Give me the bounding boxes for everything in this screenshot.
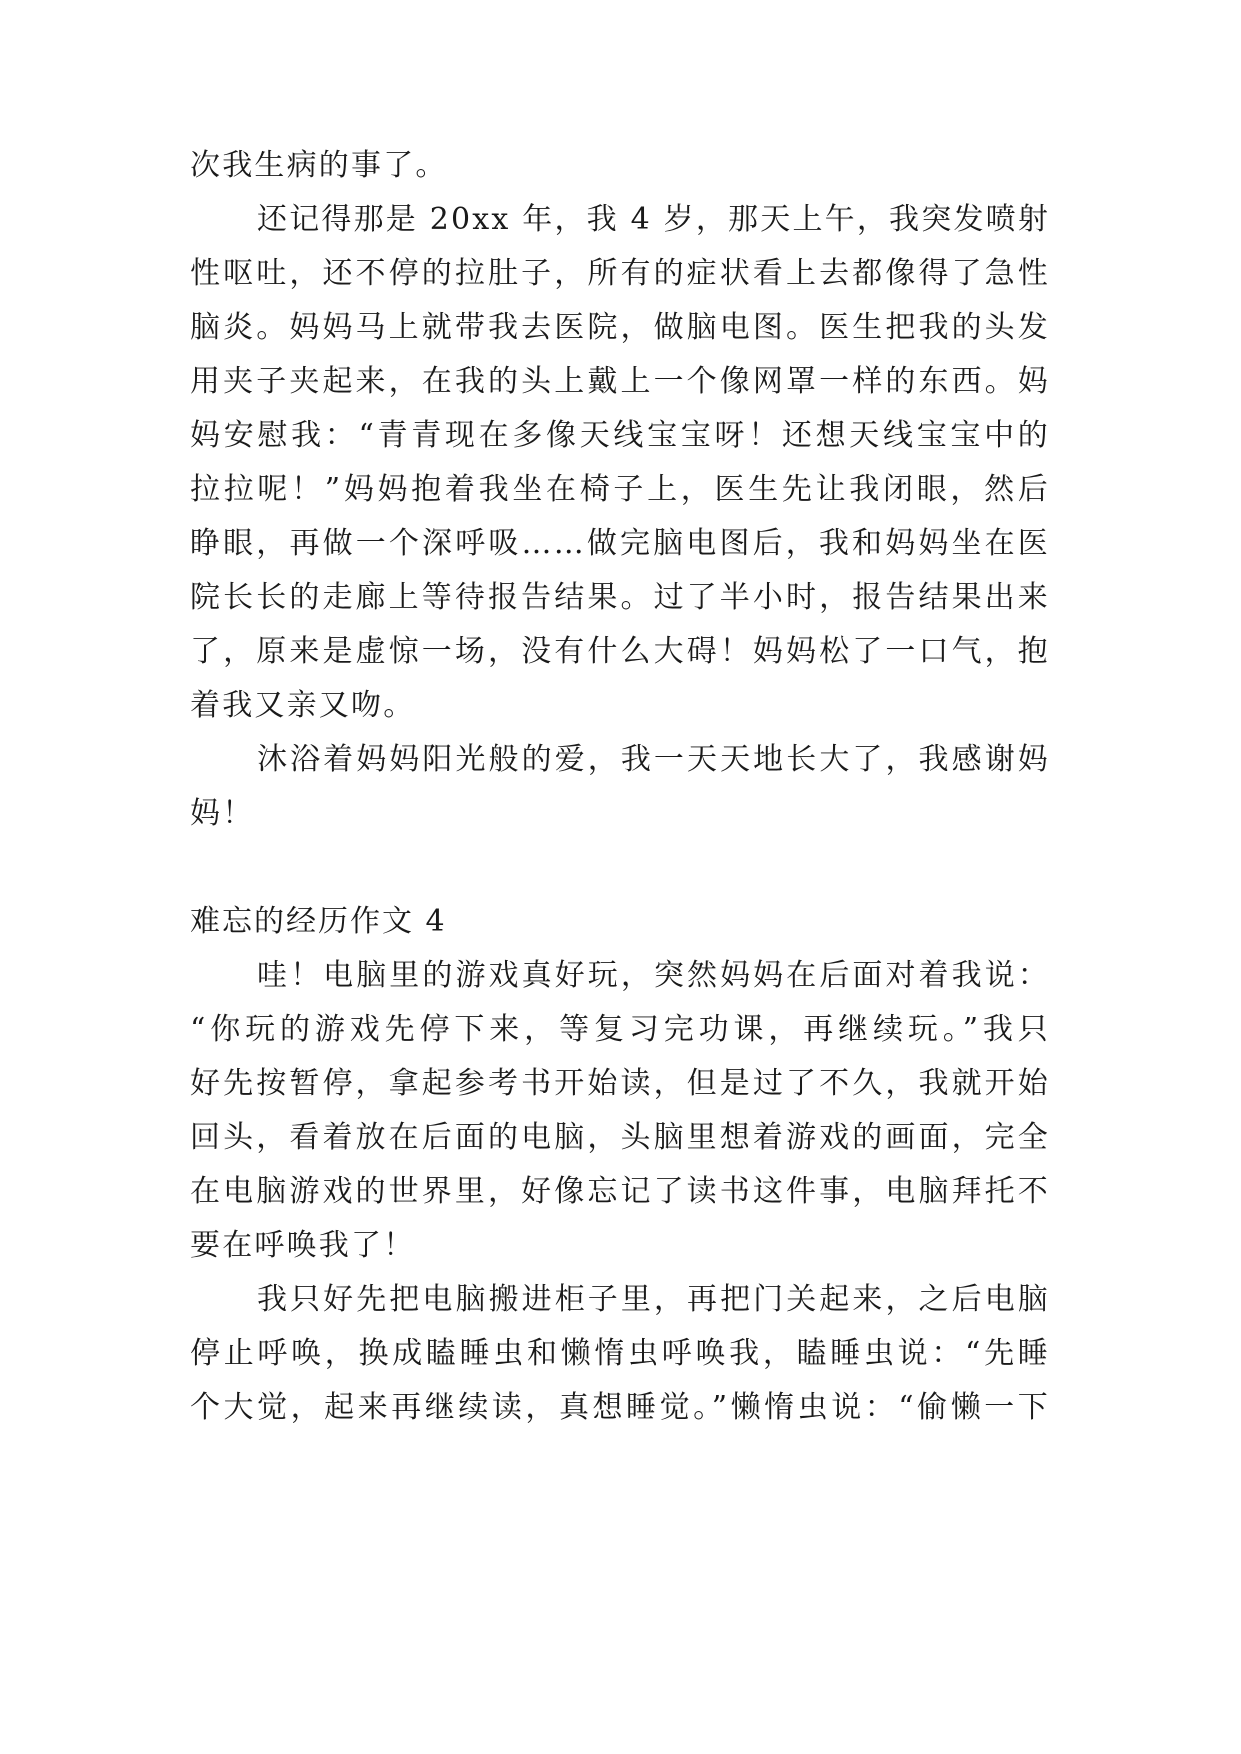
text-line: 妈安慰我：“青青现在多像天线宝宝呀！还想天线宝宝中的	[190, 418, 1050, 453]
text-line: 好先按暂停，拿起参考书开始读，但是过了不久，我就开始	[190, 1066, 1050, 1101]
text-line: 着我又亲又吻。	[190, 688, 416, 723]
text-line: 用夹子夹起来，在我的头上戴上一个像网罩一样的东西。妈	[190, 364, 1050, 399]
text-line: 妈！	[190, 796, 255, 831]
text-line: 次我生病的事了。	[190, 148, 448, 183]
text-line: 脑炎。妈妈马上就带我去医院，做脑电图。医生把我的头发	[190, 310, 1050, 345]
text-line: 要在呼唤我了！	[190, 1228, 416, 1263]
section-heading: 难忘的经历作文 4	[190, 904, 447, 939]
paragraph-first-line: 我只好先把电脑搬进柜子里，再把门关起来，之后电脑	[257, 1282, 1050, 1317]
paragraph-first-line: 沐浴着妈妈阳光般的爱，我一天天地长大了，我感谢妈	[257, 742, 1050, 777]
text-line: 个大觉，起来再继续读，真想睡觉。”懒惰虫说：“偷懒一下	[190, 1390, 1050, 1425]
text-line: 睁眼，再做一个深呼吸……做完脑电图后，我和妈妈坐在医	[190, 526, 1050, 561]
text-line: 回头，看着放在后面的电脑，头脑里想着游戏的画面，完全	[190, 1120, 1050, 1155]
text-line: 拉拉呢！”妈妈抱着我坐在椅子上，医生先让我闭眼，然后	[190, 472, 1050, 507]
text-line: 院长长的走廊上等待报告结果。过了半小时，报告结果出来	[190, 580, 1050, 615]
text-line: 了，原来是虚惊一场，没有什么大碍！妈妈松了一口气，抱	[190, 634, 1050, 669]
paragraph-first-line: 还记得那是 20xx 年，我 4 岁，那天上午，我突发喷射	[257, 202, 1050, 237]
text-line: 性呕吐，还不停的拉肚子，所有的症状看上去都像得了急性	[190, 256, 1050, 291]
paragraph-first-line: 哇！电脑里的游戏真好玩，突然妈妈在后面对着我说：	[257, 958, 1050, 993]
text-line: 在电脑游戏的世界里，好像忘记了读书这件事，电脑拜托不	[190, 1174, 1050, 1209]
text-line: 停止呼唤，换成瞌睡虫和懒惰虫呼唤我，瞌睡虫说：“先睡	[190, 1336, 1050, 1371]
text-line: “你玩的游戏先停下来，等复习完功课，再继续玩。”我只	[190, 1012, 1050, 1047]
